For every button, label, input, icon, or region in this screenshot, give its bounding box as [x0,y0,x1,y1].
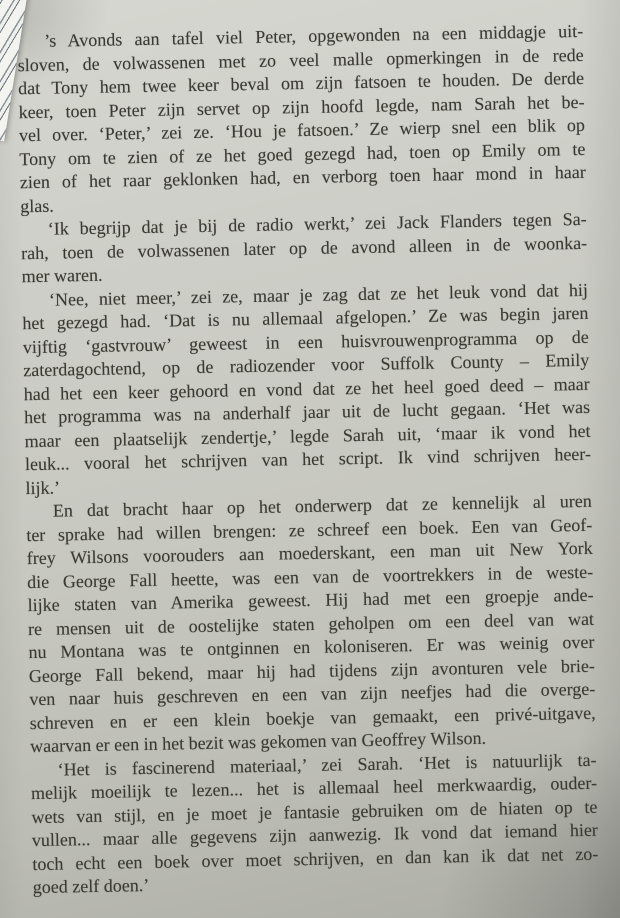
text-line: glas. [20,195,54,216]
text-line: het programma was na anderhalf jaar uit de lucht gegaan. ‘Het was [23,396,591,428]
text-line: ven naar huis geschreven en een van zijn neefjes had die overge- [29,678,596,710]
text-line: vullen... maar alle gegevens zijn aanwezig. Ik vond dat iemand hier [31,819,599,851]
text-line: nu Montana was te ontginnen en koloniseren. Er was weinig over [28,631,595,663]
text-line: dat Tony hem twee keer beval om zijn fatsoen te houden. De derde [17,67,585,99]
text-line: melijk moeilijk te lezen... het is allemaal heel merkwaardig, ouder- [30,772,598,804]
text-line: wets van stijl, en je moet je fantasie gebruiken om de hiaten op te [31,796,598,827]
text-line: frey Wilsons voorouders aan moederskant, een man uit New York [26,537,593,569]
text-line: keer, toen Peter zijn servet op zijn hoofd legde, nam Sarah het be- [18,91,585,122]
text-line: sloven, de volwassenen met zo veel malle opmerkingen in de rede [17,44,584,75]
text-line: ter sprake had willen brengen: ze schreef een boek. Een van Geof- [26,514,593,545]
text-line: leuk... vooral het schrijven van het script. Ik vind schrijven heer- [24,443,592,475]
text-line: vel over. ‘Peter,’ zei ze. ‘Hou je fatsoen.’ Ze wierp snel een blik op [18,114,586,146]
text-line: waarvan er een in het bezit was gekomen van Geoffrey Wilson. [30,727,487,757]
text-line: ’s Avonds aan tafel viel Peter, opgewonden na een middagje uit- [44,20,584,51]
text-line: die George Fall heette, was een van de voortrekkers in de weste- [27,561,594,592]
text-line: toch echt een boek over moet schrijven, en dan kan ik dat net zo- [32,843,599,874]
text-line: zaterdagochtend, op de radiozender voor Suffolk County – Emily [23,349,590,381]
text-line: Tony om te zien of ze het goed gezegd had, toen op Emily om te [19,138,586,169]
text-line: goed zelf doen.’ [32,874,150,898]
page-text-block [17,20,599,900]
text-line: schreven en er een klein boekje van gemaakt, een privé-uitgave, [29,702,596,733]
text-line: lijk.’ [25,477,61,498]
text-line: zien of het raar geklonken had, en verborg toen haar mond in haar [19,161,586,193]
text-line: had het een keer gehoord en vond dat ze het heel goed deed – maar [23,373,590,404]
text-line: George Fall bekend, maar hij had tijdens zijn avonturen vele brie- [28,655,595,686]
text-line: lijke staten van Amerika geweest. Hij had met een groepje ande- [27,584,594,616]
text-line: re mensen uit de oostelijke staten geholpen om een deel van wat [27,608,595,639]
text-line: vijftig ‘gastvrouw’ geweest in een huisvrouwenprogramma op de [22,326,589,357]
text-line: ‘Nee, niet meer,’ zei ze, maar je zag dat ze het leuk vond dat hij [48,279,589,310]
text-line: maar een plaatselijk zendertje,’ legde Sarah uit, ‘maar ik vond het [24,420,591,451]
text-line: rah, toen de volwassenen later op de avond alleen in de woonka- [20,232,588,263]
text-line: ‘Het is fascinerend materiaal,’ zei Sarah. ‘Het is natuurlijk ta- [57,749,597,780]
text-line: En dat bracht haar op het onderwerp dat ze kennelijk al uren [52,490,592,521]
text-line: ‘Ik begrijp dat je bij de radio werkt,’ zei Jack Flanders tegen Sa- [47,208,587,239]
text-line: het gezegd had. ‘Dat is nu allemaal afgelopen.’ Ze was begin jaren [22,302,589,334]
text-line: mer waren. [21,264,103,287]
